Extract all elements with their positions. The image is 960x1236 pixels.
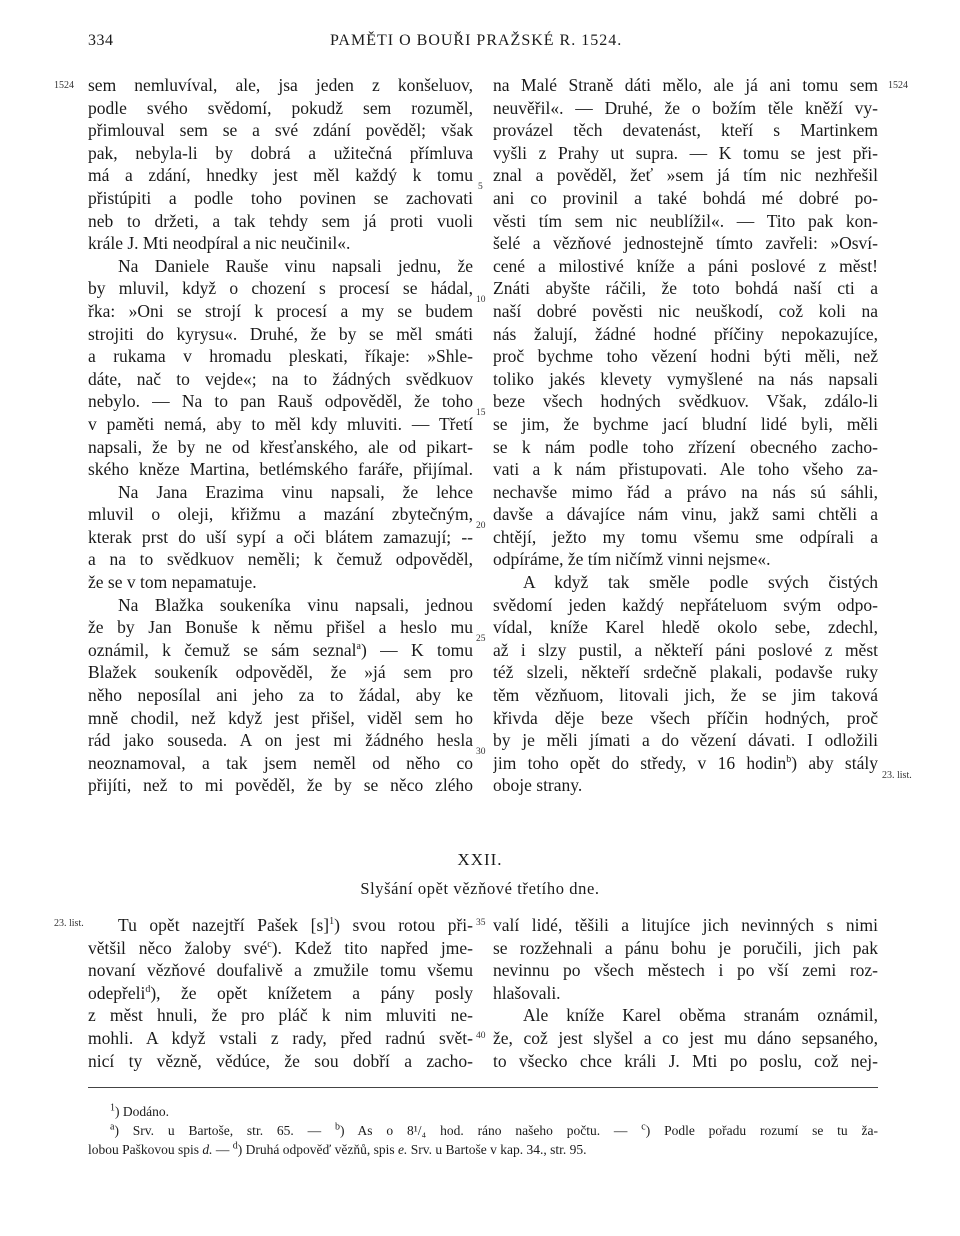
text-line: valí lidé, těšili a litujíce jich nevinných s nimi: [493, 915, 878, 935]
text-line: nechavše mimo řád a právo na nás sú sáhli,: [493, 481, 878, 502]
text-line: že, což jest slyšel a co jest mu dáno sepsaného,: [493, 1027, 878, 1048]
line-number: 35: [476, 918, 486, 928]
text-line: znal a pověděl, žeť »sem já tím nic nezhřešil: [493, 165, 878, 186]
margin-list-right: 23. list.: [882, 770, 912, 781]
text-line: chtějí, ježto my tomu všemu sme odpírali a: [493, 526, 878, 547]
footnote-marker: d: [232, 1140, 238, 1152]
text-line: mluvil o oleji, křižmu a mazání zbytečným,: [88, 504, 473, 525]
footnote-text: ) Podle pořadu rozumí se tu ža-: [645, 1123, 878, 1138]
text-line: ani co provinil a také bohdá mé dobré po-: [493, 187, 878, 208]
line-number: 40: [476, 1031, 486, 1041]
footnote-marker: a: [110, 1121, 115, 1133]
text-line: též slzeli, někteří srdečně plakali, podavše ruky: [493, 662, 878, 683]
text-fragment: ), že opět knížetem a pány posly: [150, 982, 473, 1003]
text-line: řka: »Oni se strojí k procesí a my se budem: [88, 300, 473, 321]
text-line: kterak prst do uší sypí a oči blátem zamazují; --: [88, 526, 473, 547]
text-line: na Malé Straně dáti mělo, ale já ani tomu sem: [493, 75, 878, 95]
text-line: křivda děje beze všech příčin hodných, proč: [493, 707, 878, 728]
footnote-text: ) Srv. u Bartoše, str. 65. —: [114, 1123, 322, 1138]
footnote-text: ) Druhá odpověď vězňů, spis: [237, 1142, 395, 1157]
running-header: [0, 32, 960, 58]
text-line: se k nám podle toho zřízení obecného zacho-: [493, 436, 878, 457]
text-line: až i slzy pustil, a někteří páni poslové z měst: [493, 639, 878, 660]
line-number: 15: [476, 408, 486, 418]
line-number: 5: [478, 182, 483, 192]
text-fragment: ) — K tomu: [360, 639, 473, 660]
text-line: pak, nebyla-li by dobrá a užitečná přímluva: [88, 142, 473, 163]
text-line: a na to svědkuov neměli; k čemuž odpověděl,: [88, 549, 473, 570]
text-line: Ale kníže Karel oběma stranám oznámil,: [523, 1005, 878, 1026]
footnote-text: lobou Paškovou spis: [88, 1142, 200, 1157]
text-line: proč bychme toho vězení hodni býti měli, než: [493, 346, 878, 367]
text-line: mně chodil, než když jest přišel, viděl sem ho: [88, 707, 473, 728]
text-line: Na Daniele Rauše vinu napsali jednu, že: [118, 255, 473, 276]
footnote-spis-e: e.: [397, 1142, 408, 1157]
text-line: nás žalují, žádné hodné příčiny nepokazujíce,: [493, 323, 878, 344]
left-column-2: [88, 914, 473, 1072]
footnote-dash: —: [215, 1142, 230, 1157]
text-line: má a zdání, hnedky jest měl každý k tomu: [88, 165, 473, 186]
left-column: [88, 74, 473, 797]
text-line: hlašovali.: [493, 982, 561, 1003]
text-line: a rukama v hromadu pleskati, říkaje: »Shle-: [88, 346, 473, 367]
text-line: A když tak směle podle svých čistých: [523, 572, 878, 593]
footnote-marker: 1: [329, 916, 335, 928]
text-line: sem nemluvíval, ale, jsa jeden z konšeluov,: [88, 75, 473, 95]
footnote-text: ) Dodáno.: [115, 1104, 169, 1119]
text-line: že se v tom nepamatuje.: [88, 572, 257, 593]
text-line: vyšli z Prahy ut supra. — K tomu se jest při-: [493, 142, 878, 163]
text-line-with-note: [88, 982, 473, 1005]
text-line: Na Jana Erazima vinu napsali, že lehce: [118, 481, 473, 502]
text-line: že by Jan Bonuše k němu přišel a heslo mu: [88, 617, 473, 638]
text-line: strojiti do kyrysu«. Druhé, že by se měl smáti: [88, 323, 473, 344]
chapter-title: Slyšání opět vězňové třetího dne.: [360, 879, 600, 898]
text-fragment: jim toho opět do středy, v 16 hodin: [493, 752, 787, 773]
text-line: by mluvil, když o chození s procesí se hádal,: [88, 278, 473, 299]
footnotes: [88, 1102, 878, 1159]
text-line: těm vězňuom, litovali jich, že se jim taková: [493, 685, 878, 706]
text-line: mohli. A když vstali z rady, před radnú svět-: [88, 1027, 473, 1048]
footnote-abc: [88, 1121, 878, 1140]
footnote-marker: a: [356, 641, 361, 653]
text-line: v paměti nemá, aby to měl kdy mluviti. — Třetí: [88, 413, 473, 434]
line-number: 20: [476, 521, 486, 531]
footnote-rule: [88, 1087, 878, 1088]
text-line: rád jako souseda. A on jest mi žádného hesla: [88, 730, 473, 751]
line-number: 10: [476, 295, 486, 305]
text-line: naší dobré pověsti nic neuškodí, což koli na: [493, 300, 878, 321]
running-title: PAMĚTI O BOUŘI PRAŽSKÉ R. 1524.: [330, 32, 623, 49]
footnote-text: ) As o 8¹/₄ hod. ráno našeho počtu. —: [339, 1123, 628, 1138]
footnote-marker: b: [334, 1121, 340, 1133]
page-number: 334: [88, 32, 114, 49]
footnote-marker: b: [786, 753, 792, 765]
text-fragment: odepřeli: [88, 982, 146, 1003]
footnote-continuation: [88, 1140, 878, 1159]
text-fragment: většil něco žaloby své: [88, 937, 268, 958]
text-line: napsali, že by ne od křesťanského, ale od pikart-: [88, 436, 473, 457]
text-line: davše a dávajíce nám vinu, jakž sami chtěli a: [493, 504, 878, 525]
chapter-number: XXII.: [457, 850, 503, 869]
margin-list-left: 23. list.: [54, 918, 84, 929]
text-fragment: ) svou rotou při-: [334, 915, 473, 935]
right-column-2: [493, 914, 878, 1072]
text-line: Blažek soukeník odpověděl, že »já sem pro: [88, 662, 473, 683]
text-fragment: ). Kdež tito napřed jme-: [271, 937, 473, 958]
margin-year-right: 1524: [888, 80, 908, 91]
text-line: svědomí jeden každý nepřáteluom svým odpo-: [493, 594, 878, 615]
text-line: vati a k nám přistupovati. Ale toho všeho za-: [493, 459, 878, 480]
text-line: oboje strany.: [493, 775, 583, 796]
text-line: šelé a vězňové jednostejně tímto zavřeli: »Osví-: [493, 233, 878, 254]
margin-year-left: 1524: [54, 80, 74, 91]
text-line: toliko jakés klevety vymyšlené na nás napsali: [493, 368, 878, 389]
text-line: se jim, že bychme jací bludní lidé byli, měli: [493, 413, 878, 434]
text-line: krále J. Mti neodpíral a nic neučinil«.: [88, 233, 351, 254]
text-line-with-note: [493, 752, 878, 775]
text-line: nevinnu po všech městech i po vší zemi roz-: [493, 960, 878, 981]
text-fragment: oznámil, k čemuž se sám seznal: [88, 639, 357, 660]
text-line: z měst hnuli, že pro pláč k nim mluviti ne-: [88, 1005, 473, 1026]
text-line: ského kněze Martina, betlémského faráře, přijímal.: [88, 459, 473, 480]
text-line: přistúpiti a podle toho povinen se zachovati: [88, 187, 473, 208]
text-line-with-note: [88, 639, 473, 662]
footnote-marker: 1: [110, 1102, 115, 1114]
line-number: 30: [476, 747, 486, 757]
footnote-1: [88, 1102, 878, 1121]
text-line: odpíráme, že tím ničímž vinni nejsme«.: [493, 549, 771, 570]
text-line: nicí ty vězně, vědúce, že sou dobří a zacho-: [88, 1050, 473, 1071]
footnote-text: Srv. u Bartoše v kap. 34., str. 95.: [410, 1142, 587, 1157]
text-line: to všecko chce králi J. Mti po poslu, což nej-: [493, 1050, 878, 1071]
text-line: neb to držeti, a tak tehdy sem já proti vuoli: [88, 210, 473, 231]
text-line: něho neposílal ani jeho za to žádal, aby ke: [88, 685, 473, 706]
text-line: neoznamoval, a tak jsem neměl od něho co: [88, 752, 473, 773]
text-line: provázel těch devatenást, kteří s Martinkem: [493, 120, 878, 141]
footnote-marker: d: [145, 983, 151, 995]
line-number: 25: [476, 634, 486, 644]
text-line: podle svého svědomí, pokudž sem rozuměl,: [88, 97, 473, 118]
footnote-spis-d: d.: [202, 1142, 213, 1157]
text-line: se rozžehnali a pánu bohu je poručili, jich pak: [493, 937, 878, 958]
right-column: [493, 74, 878, 797]
text-line: novaní vězňové doufalivě a zmužile tomu všemu: [88, 960, 473, 981]
text-line-with-note: [88, 914, 473, 937]
text-line: beze všech hodných svědkuov. Však, zdálo-li: [493, 391, 878, 412]
footnote-marker: c: [641, 1121, 646, 1133]
text-fragment: ) aby stály: [791, 752, 878, 773]
text-line: nebylo. — Na to pan Rauš odpověděl, že toho: [88, 391, 473, 412]
text-line: neuvěřil«. — Druhé, že o božím těle kněží vy-: [493, 97, 878, 118]
text-fragment: Tu opět nazejtří Pašek [s]: [118, 915, 330, 935]
text-line: Na Blažka soukeníka vinu napsali, jednou: [118, 594, 473, 615]
text-line: dáte, nač to vejde«; na to žádných svědkuov: [88, 368, 473, 389]
footnote-marker: c: [267, 938, 272, 950]
text-line: přimlouval sem se a své zdání pověděl; však: [88, 120, 473, 141]
text-line: věsti tím sem nic neublížil«. — Tito pak kon-: [493, 210, 878, 231]
text-line: vídal, kníže Karel hledě okolo sebe, zdechl,: [493, 617, 878, 638]
text-line: by je měli jímati a do vězení dávati. I odložili: [493, 730, 878, 751]
text-line: přijíti, než to mi pověděl, že by se něco zlého: [88, 775, 473, 796]
text-line: cené a milostivé kníže a páni poslové z měst!: [493, 255, 878, 276]
text-line: Znáti abyšte ráčili, že toto bohdá naší cti a: [493, 278, 878, 299]
text-line-with-note: [88, 937, 473, 960]
